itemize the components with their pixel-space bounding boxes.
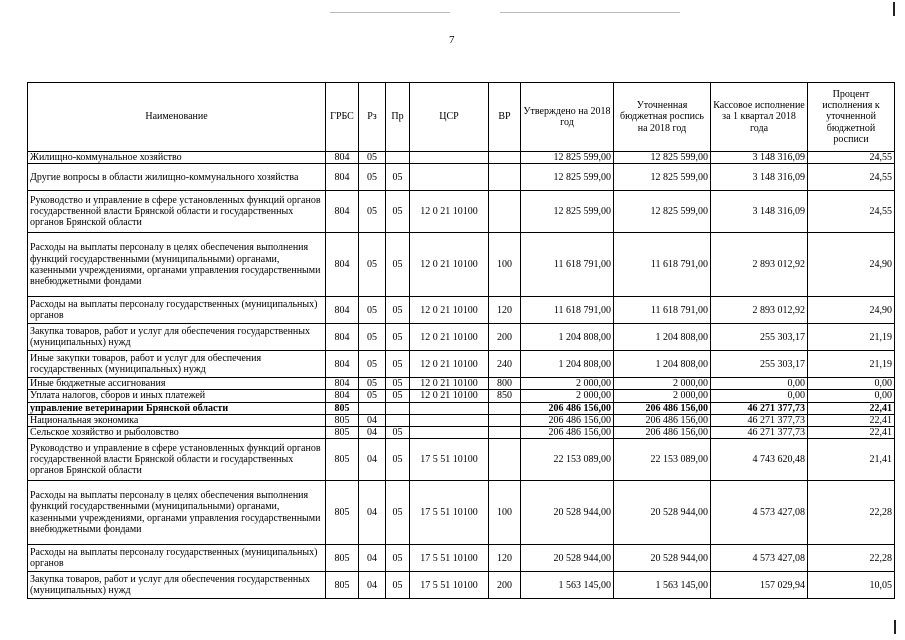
cell-vr: 100: [489, 481, 521, 545]
cell-csr: [410, 402, 489, 414]
cell-approved: 2 000,00: [521, 390, 614, 402]
cell-pr: 05: [386, 351, 410, 378]
cell-refined: 20 528 944,00: [614, 545, 711, 572]
cell-rz: 05: [359, 164, 386, 191]
cell-name: Расходы на выплаты персоналу государственных (муниципальных) органов: [28, 545, 326, 572]
cell-cash: 3 148 316,09: [711, 164, 808, 191]
cell-refined: 12 825 599,00: [614, 164, 711, 191]
table-body: [28, 152, 895, 599]
cell-grbs: 804: [326, 351, 359, 378]
budget-table: [27, 82, 895, 599]
cell-rz: [359, 402, 386, 414]
cell-percent: 22,41: [808, 402, 895, 414]
header-refined: Уточненная бюджетная роспись на 2018 год: [614, 83, 711, 152]
cell-csr: 12 0 21 10100: [410, 390, 489, 402]
cell-approved: 206 486 156,00: [521, 426, 614, 438]
cell-percent: 22,41: [808, 414, 895, 426]
cell-vr: 120: [489, 545, 521, 572]
table-row: [28, 426, 895, 438]
cell-refined: 206 486 156,00: [614, 402, 711, 414]
cell-rz: 04: [359, 414, 386, 426]
cell-cash: 4 573 427,08: [711, 545, 808, 572]
cell-approved: 20 528 944,00: [521, 545, 614, 572]
cell-pr: 05: [386, 545, 410, 572]
cell-grbs: 804: [326, 378, 359, 390]
cell-cash: 255 303,17: [711, 324, 808, 351]
cell-rz: 04: [359, 426, 386, 438]
cell-rz: 04: [359, 545, 386, 572]
cell-approved: 1 204 808,00: [521, 324, 614, 351]
cell-pr: 05: [386, 191, 410, 233]
cell-cash: 255 303,17: [711, 351, 808, 378]
cell-name: Руководство и управление в сфере установленных функций органов государственной власти Брянской области и государственных органов Брянской области: [28, 191, 326, 233]
cell-refined: 12 825 599,00: [614, 152, 711, 164]
cell-cash: 3 148 316,09: [711, 191, 808, 233]
cell-csr: 17 5 51 10100: [410, 572, 489, 599]
cell-approved: 20 528 944,00: [521, 481, 614, 545]
cell-name: Другие вопросы в области жилищно-коммунального хозяйства: [28, 164, 326, 191]
cell-vr: [489, 439, 521, 481]
cell-grbs: 804: [326, 164, 359, 191]
cell-vr: [489, 164, 521, 191]
cell-pr: 05: [386, 439, 410, 481]
cell-pr: 05: [386, 297, 410, 324]
cell-refined: 206 486 156,00: [614, 426, 711, 438]
cell-grbs: 805: [326, 572, 359, 599]
cell-csr: 12 0 21 10100: [410, 378, 489, 390]
cell-percent: 21,19: [808, 324, 895, 351]
cell-refined: 2 000,00: [614, 390, 711, 402]
cell-csr: 17 5 51 10100: [410, 545, 489, 572]
cell-vr: [489, 402, 521, 414]
cell-refined: 206 486 156,00: [614, 414, 711, 426]
scan-edge-mark: [893, 2, 895, 16]
header-grbs: ГРБС: [326, 83, 359, 152]
cell-percent: 21,19: [808, 351, 895, 378]
cell-rz: 04: [359, 439, 386, 481]
cell-cash: 46 271 377,73: [711, 426, 808, 438]
cell-vr: 120: [489, 297, 521, 324]
cell-percent: 22,41: [808, 426, 895, 438]
cell-cash: 4 743 620,48: [711, 439, 808, 481]
cell-approved: 206 486 156,00: [521, 402, 614, 414]
cell-vr: [489, 426, 521, 438]
cell-refined: 20 528 944,00: [614, 481, 711, 545]
cell-name: Сельское хозяйство и рыболовство: [28, 426, 326, 438]
cell-percent: 24,55: [808, 152, 895, 164]
cell-refined: 11 618 791,00: [614, 297, 711, 324]
cell-name: Иные закупки товаров, работ и услуг для обеспечения государственных (муниципальных) нужд: [28, 351, 326, 378]
cell-cash: 3 148 316,09: [711, 152, 808, 164]
cell-name: Руководство и управление в сфере установленных функций органов государственной власти Брянской области и государственных органов Брянской области: [28, 439, 326, 481]
cell-pr: [386, 152, 410, 164]
cell-cash: 0,00: [711, 378, 808, 390]
cell-grbs: 804: [326, 233, 359, 297]
cell-refined: 22 153 089,00: [614, 439, 711, 481]
cell-pr: 05: [386, 572, 410, 599]
table-row: [28, 191, 895, 233]
cell-cash: 2 893 012,92: [711, 297, 808, 324]
cell-rz: 04: [359, 572, 386, 599]
scan-artifact: [330, 12, 450, 13]
header-rz: Рз: [359, 83, 386, 152]
table-row: [28, 164, 895, 191]
cell-grbs: 805: [326, 439, 359, 481]
cell-name: управление ветеринарии Брянской области: [28, 402, 326, 414]
table-row: [28, 402, 895, 414]
cell-pr: 05: [386, 378, 410, 390]
cell-csr: 17 5 51 10100: [410, 481, 489, 545]
cell-vr: 100: [489, 233, 521, 297]
cell-cash: 46 271 377,73: [711, 402, 808, 414]
header-pr: Пр: [386, 83, 410, 152]
table-row: [28, 414, 895, 426]
table-row: [28, 439, 895, 481]
cell-grbs: 805: [326, 481, 359, 545]
cell-rz: 05: [359, 390, 386, 402]
cell-vr: 200: [489, 324, 521, 351]
cell-approved: 2 000,00: [521, 378, 614, 390]
cell-name: Закупка товаров, работ и услуг для обеспечения государственных (муниципальных) нужд: [28, 572, 326, 599]
table-row: [28, 545, 895, 572]
cell-rz: 05: [359, 324, 386, 351]
cell-vr: 240: [489, 351, 521, 378]
cell-refined: 1 204 808,00: [614, 351, 711, 378]
cell-vr: [489, 191, 521, 233]
cell-percent: 10,05: [808, 572, 895, 599]
cell-pr: [386, 402, 410, 414]
cell-vr: [489, 414, 521, 426]
cell-vr: 200: [489, 572, 521, 599]
cell-grbs: 804: [326, 324, 359, 351]
cell-percent: 21,41: [808, 439, 895, 481]
cell-approved: 1 563 145,00: [521, 572, 614, 599]
cell-name: Расходы на выплаты персоналу в целях обеспечения выполнения функций государственными (муниципальными) органами, казенными учреждениями, органами управления государственными внебюджетными фондами: [28, 481, 326, 545]
cell-approved: 12 825 599,00: [521, 152, 614, 164]
cell-percent: 22,28: [808, 545, 895, 572]
cell-csr: 12 0 21 10100: [410, 191, 489, 233]
cell-pr: 05: [386, 426, 410, 438]
cell-rz: 05: [359, 191, 386, 233]
scan-artifact: [500, 12, 680, 13]
cell-percent: 0,00: [808, 390, 895, 402]
cell-grbs: 804: [326, 191, 359, 233]
header-csr: ЦСР: [410, 83, 489, 152]
cell-name: Расходы на выплаты персоналу государственных (муниципальных) органов: [28, 297, 326, 324]
page-number: 7: [449, 34, 455, 46]
cell-cash: 0,00: [711, 390, 808, 402]
cell-approved: 12 825 599,00: [521, 164, 614, 191]
cell-cash: 46 271 377,73: [711, 414, 808, 426]
cell-approved: 22 153 089,00: [521, 439, 614, 481]
cell-vr: 800: [489, 378, 521, 390]
table-row: [28, 572, 895, 599]
cell-rz: 04: [359, 481, 386, 545]
cell-grbs: 804: [326, 152, 359, 164]
cell-refined: 1 563 145,00: [614, 572, 711, 599]
cell-pr: [386, 414, 410, 426]
cell-name: Иные бюджетные ассигнования: [28, 378, 326, 390]
cell-rz: 05: [359, 297, 386, 324]
cell-cash: 2 893 012,92: [711, 233, 808, 297]
cell-csr: 12 0 21 10100: [410, 324, 489, 351]
cell-approved: 11 618 791,00: [521, 233, 614, 297]
cell-pr: 05: [386, 324, 410, 351]
cell-grbs: 805: [326, 402, 359, 414]
cell-percent: 24,90: [808, 233, 895, 297]
table-row: [28, 324, 895, 351]
cell-vr: 850: [489, 390, 521, 402]
cell-approved: 1 204 808,00: [521, 351, 614, 378]
cell-vr: [489, 152, 521, 164]
cell-pr: 05: [386, 481, 410, 545]
table-row: [28, 297, 895, 324]
cell-csr: [410, 152, 489, 164]
table-row: [28, 481, 895, 545]
cell-refined: 11 618 791,00: [614, 233, 711, 297]
cell-refined: 1 204 808,00: [614, 324, 711, 351]
cell-pr: 05: [386, 390, 410, 402]
header-vr: ВР: [489, 83, 521, 152]
cell-name: Закупка товаров, работ и услуг для обеспечения государственных (муниципальных) нужд: [28, 324, 326, 351]
cell-name: Уплата налогов, сборов и иных платежей: [28, 390, 326, 402]
cell-percent: 0,00: [808, 378, 895, 390]
cell-rz: 05: [359, 378, 386, 390]
scan-edge-mark: [894, 620, 896, 634]
table-row: [28, 233, 895, 297]
cell-csr: 12 0 21 10100: [410, 233, 489, 297]
cell-rz: 05: [359, 351, 386, 378]
cell-csr: 12 0 21 10100: [410, 297, 489, 324]
cell-grbs: 804: [326, 297, 359, 324]
cell-name: Расходы на выплаты персоналу в целях обеспечения выполнения функций государственными (муниципальными) органами, казенными учреждениями, органами управления государственными внебюджетными фондами: [28, 233, 326, 297]
cell-percent: 24,55: [808, 164, 895, 191]
cell-pr: 05: [386, 164, 410, 191]
cell-csr: [410, 414, 489, 426]
cell-csr: [410, 426, 489, 438]
cell-csr: 12 0 21 10100: [410, 351, 489, 378]
cell-grbs: 805: [326, 545, 359, 572]
cell-approved: 11 618 791,00: [521, 297, 614, 324]
cell-grbs: 805: [326, 414, 359, 426]
cell-pr: 05: [386, 233, 410, 297]
cell-name: Жилищно-коммунальное хозяйство: [28, 152, 326, 164]
cell-approved: 206 486 156,00: [521, 414, 614, 426]
cell-csr: [410, 164, 489, 191]
header-approved: Утверждено на 2018 год: [521, 83, 614, 152]
cell-percent: 22,28: [808, 481, 895, 545]
header-percent: Процент исполнения к уточненной бюджетной росписи: [808, 83, 895, 152]
cell-name: Национальная экономика: [28, 414, 326, 426]
cell-grbs: 804: [326, 390, 359, 402]
table-row: [28, 152, 895, 164]
header-cash: Кассовое исполнение за 1 квартал 2018 года: [711, 83, 808, 152]
cell-cash: 157 029,94: [711, 572, 808, 599]
table-row: [28, 390, 895, 402]
cell-percent: 24,90: [808, 297, 895, 324]
cell-refined: 2 000,00: [614, 378, 711, 390]
cell-percent: 24,55: [808, 191, 895, 233]
cell-rz: 05: [359, 233, 386, 297]
cell-cash: 4 573 427,08: [711, 481, 808, 545]
cell-approved: 12 825 599,00: [521, 191, 614, 233]
table-row: [28, 351, 895, 378]
cell-grbs: 805: [326, 426, 359, 438]
table-row: [28, 378, 895, 390]
table-header-row: [28, 83, 895, 152]
cell-rz: 05: [359, 152, 386, 164]
cell-csr: 17 5 51 10100: [410, 439, 489, 481]
header-name: Наименование: [28, 83, 326, 152]
cell-refined: 12 825 599,00: [614, 191, 711, 233]
